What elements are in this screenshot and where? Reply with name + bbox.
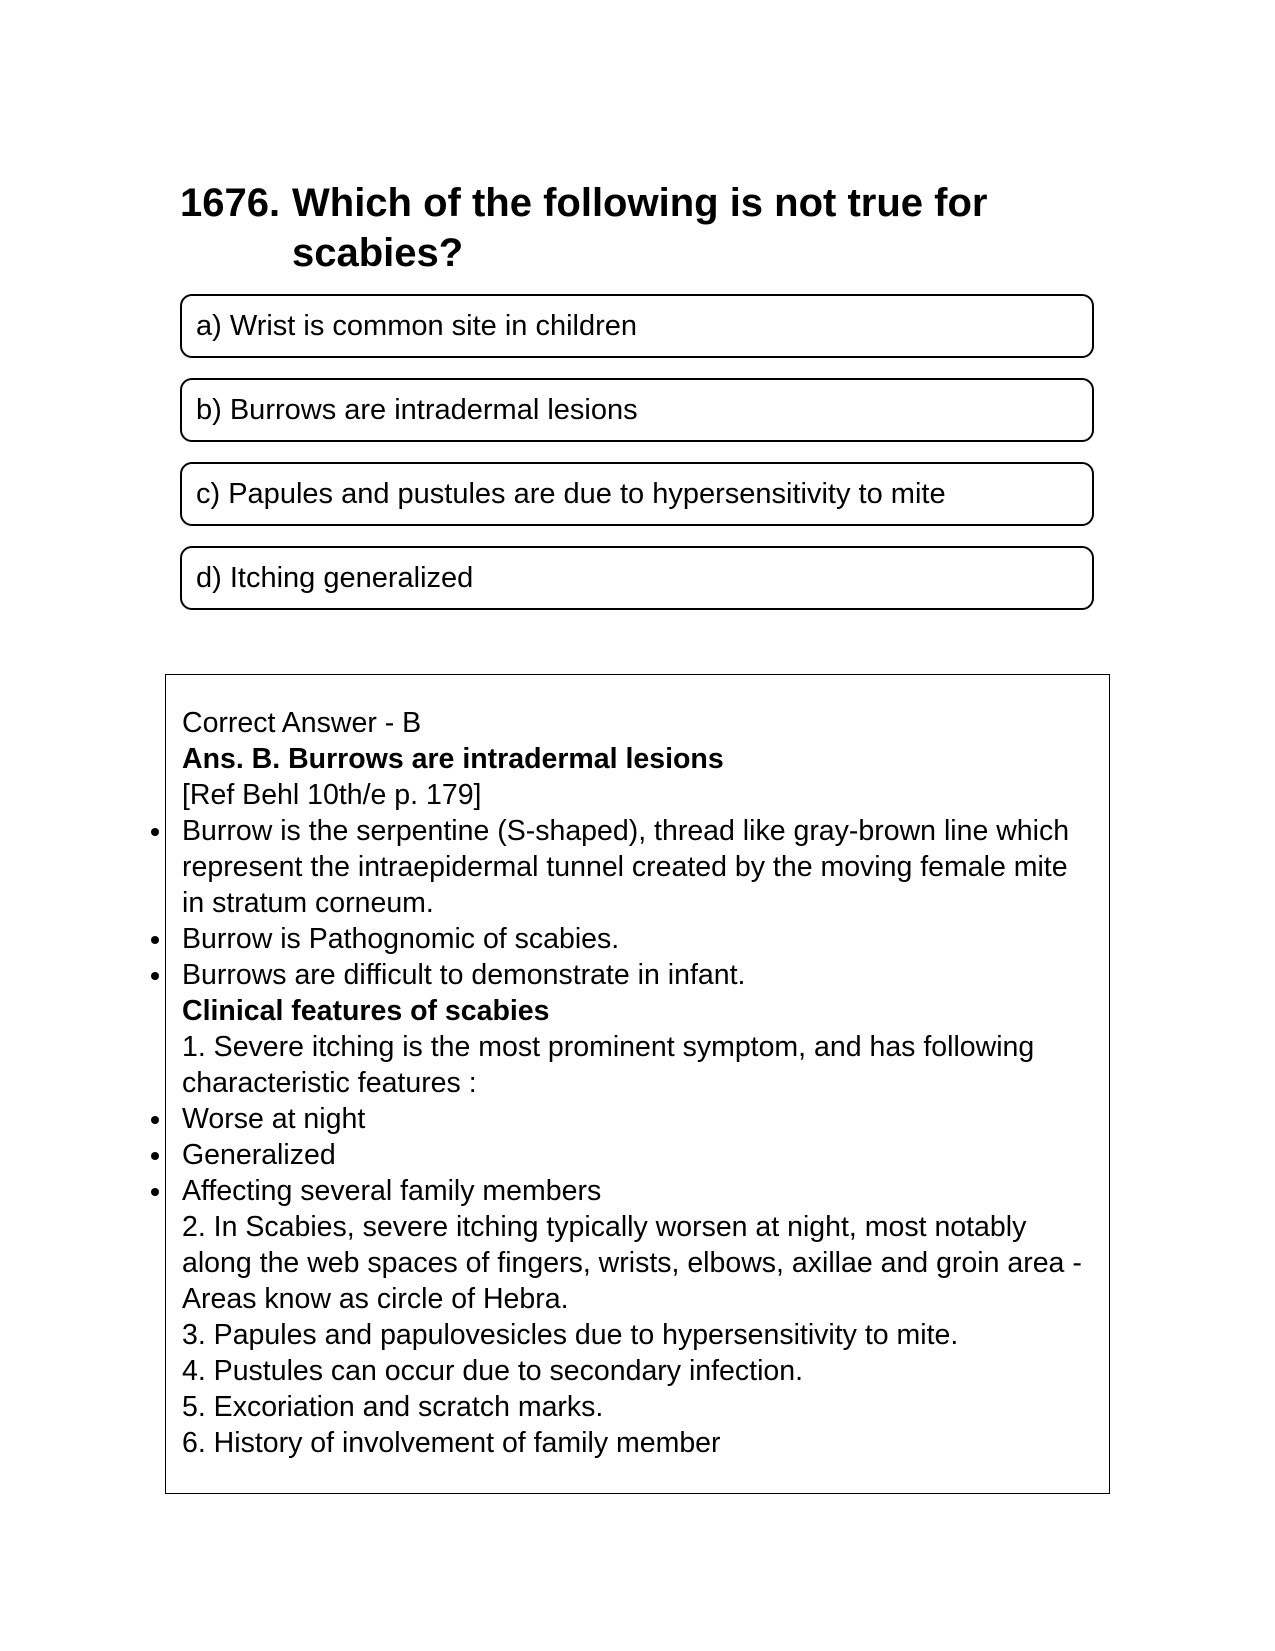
option-d[interactable]: d) Itching generalized: [180, 546, 1094, 610]
numbered-point: 4. Pustules can occur due to secondary infection.: [182, 1355, 804, 1387]
burrow-point: Burrow is the serpentine (S-shaped), thread like gray-brown line which represent the intraepidermal tunnel created by the moving female mite in stratum corneum.: [182, 813, 1092, 921]
burrow-point: Burrows are difficult to demonstrate in infant.: [182, 957, 1092, 993]
reference: [Ref Behl 10th/e p. 179]: [182, 779, 482, 811]
question-text: Which of the following is not true for scabies?: [292, 181, 988, 275]
answer-heading: Ans. B. Burrows are intradermal lesions: [182, 743, 724, 775]
itching-feature: Generalized: [182, 1137, 1092, 1173]
itching-feature: Affecting several family members: [182, 1173, 1092, 1209]
clinical-features-heading: Clinical features of scabies: [182, 995, 550, 1027]
numbered-point: 2. In Scabies, severe itching typically worsen at night, most notably along the web spaces of fingers, wrists, elbows, axillae and groin area - Areas know as circle of Hebra.: [182, 1211, 1082, 1315]
numbered-point: 1. Severe itching is the most prominent symptom, and has following characteristic features :: [182, 1031, 1035, 1099]
numbered-point: 6. History of involvement of family member: [182, 1427, 721, 1459]
option-c[interactable]: c) Papules and pustules are due to hypersensitivity to mite: [180, 462, 1094, 526]
option-a[interactable]: a) Wrist is common site in children: [180, 294, 1094, 358]
answer-explanation-box: [165, 674, 1110, 1494]
answer-content: [182, 705, 1092, 1461]
question-number: 1676.: [180, 181, 281, 225]
correct-answer: Correct Answer - B: [182, 707, 422, 739]
itching-feature: Worse at night: [182, 1101, 1092, 1137]
burrow-point: Burrow is Pathognomic of scabies.: [182, 921, 1092, 957]
numbered-point: 3. Papules and papulovesicles due to hypersensitivity to mite.: [182, 1319, 959, 1351]
numbered-point: 5. Excoriation and scratch marks.: [182, 1391, 604, 1423]
option-b[interactable]: b) Burrows are intradermal lesions: [180, 378, 1094, 442]
